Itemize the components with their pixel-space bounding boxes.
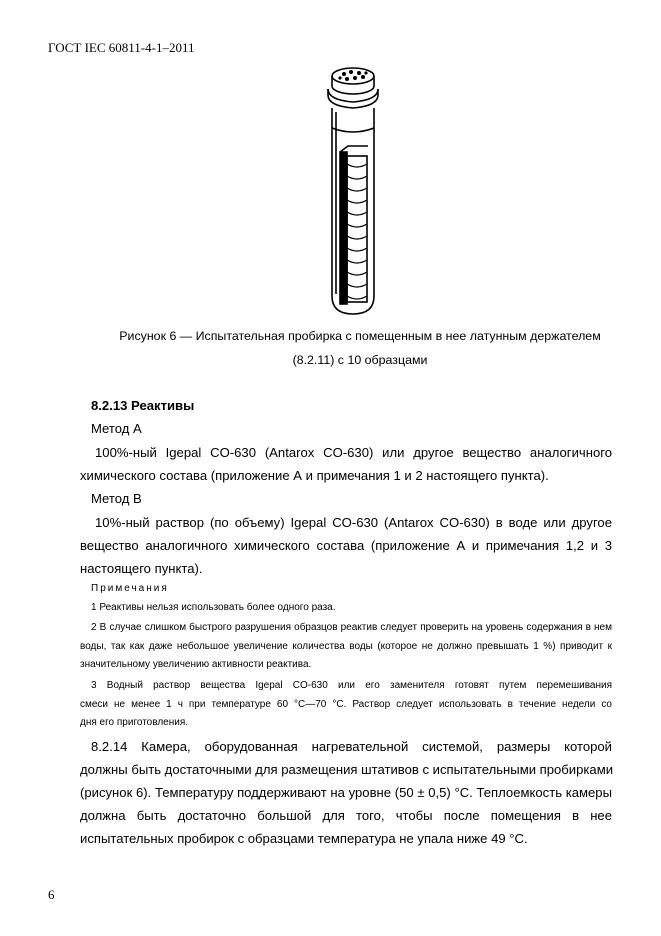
note-3-line-1: 3 Водный раствор вещества Igepal CO-630 или его заменителя готовят путем перемешивания [91,680,612,691]
figure-caption-line-1: Рисунок 6 — Испытательная пробирка с помещенным в нее латунным держателем [119,329,601,343]
method-a-text-line-2: химического состава (приложение А и примечания 1 и 2 настоящего пункта). [80,468,549,483]
section-8-2-14-line-4: должна быть достаточно большой для того, чтобы после помещения в нее [80,808,612,823]
note-2-line-3: значительному увеличению активности реактива. [80,659,312,670]
figure-caption-line-2: (8.2.11) с 10 образцами [292,353,428,367]
document-header: ГОСТ IEC 60811-4-1–2011 [48,40,195,55]
method-b-text-line-1: 10%-ный раствор (по объему) Igepal CO-630 (Antarox CO-630) в воде или другое [95,515,612,530]
section-8-2-14-line-2: должны быть достаточными для размещения штативов с испытательными пробирками [80,762,614,777]
section-8-2-14-line-1: 8.2.14 Камера, оборудованная нагревательной системой, размеры которой [91,739,612,754]
test-tube-icon [328,68,378,314]
page-number: 6 [48,887,55,902]
note-1: 1 Реактивы нельзя использовать более одного раза. [91,602,336,613]
section-heading-8-2-13: 8.2.13 Реактивы [91,398,195,413]
note-2-line-1: 2 В случае слишком быстрого разрушения образцов реактив следует проверить на уровень содержания в нем [91,622,612,633]
method-a-text-line-1: 100%-ный Igepal CO-630 (Antarox CO-630) или другое вещество аналогичного [95,445,612,460]
note-3-line-3: дня его приготовления. [80,717,189,728]
method-a-label: Метод А [91,421,142,436]
section-8-2-14-line-3: (рисунок 6). Температуру поддерживают на уровне (50 ± 0,5) °С. Теплоемкость камеры [80,785,612,800]
note-2-line-2: воды, так как даже небольшое увеличение количества воды (которое не должно превышать 1 %) приводит к [80,641,612,652]
notes-title: Примечания [91,583,169,594]
method-b-text-line-2: вещество аналогичного химического состава (приложение А и примечания 1,2 и 3 [80,538,612,553]
method-b-label: Метод В [91,491,142,506]
test-tube-figure [318,64,388,324]
method-b-text-line-3: настоящего пункта). [80,561,203,576]
note-3-line-2: смеси не менее 1 ч при температуре 60 °С—70 °С. Раствор следует использовать в течение недели со [80,699,612,710]
section-8-2-14-line-5: испытательных пробирок с образцами температура не упала ниже 49 °С. [80,831,528,846]
